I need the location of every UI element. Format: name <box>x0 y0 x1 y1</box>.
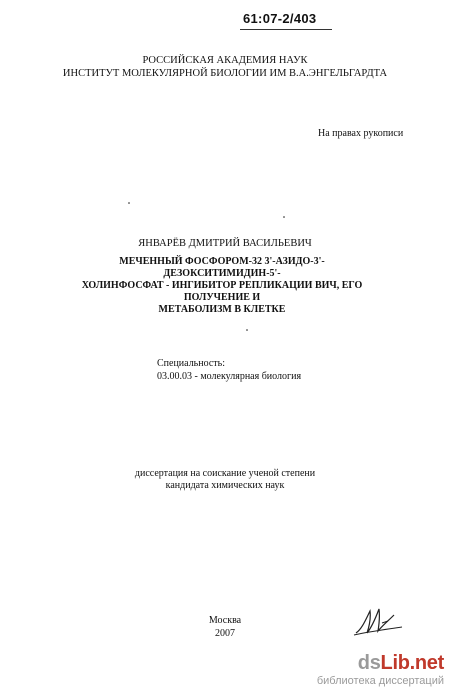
rights-note: На правах рукописи <box>318 128 404 139</box>
degree-block <box>0 468 450 492</box>
signature-image <box>352 601 404 639</box>
degree-line: кандидата химических наук <box>165 480 285 491</box>
dslib-watermark <box>317 652 444 688</box>
institute-name: ИНСТИТУТ МОЛЕКУЛЯРНОЙ БИОЛОГИИ ИМ В.А.ЭНГЕЛЬГАРДТА <box>62 68 388 79</box>
city: Москва <box>208 615 242 626</box>
dissertation-title <box>72 256 372 316</box>
title-line: МЕТАБОЛИЗМ В КЛЕТКЕ <box>158 304 286 315</box>
stamp-underline <box>240 29 332 30</box>
author-name: ЯНВАРЁВ ДМИТРИЙ ВАСИЛЬЕВИЧ <box>138 238 312 249</box>
degree-line: диссертация на соискание ученой степени <box>134 468 316 479</box>
title-line: МЕЧЕННЫЙ ФОСФОРОМ-32 3'-АЗИДО-3'-ДЕЗОКСИТИМИДИН-5'- <box>119 256 325 279</box>
institution-header <box>0 54 450 80</box>
scan-speck <box>128 202 130 204</box>
specialty-label: Специальность: <box>157 358 225 369</box>
specialty-value: 03.00.03 - молекулярная биология <box>157 371 302 382</box>
title-line: ХОЛИНФОСФАТ - ИНГИБИТОР РЕПЛИКАЦИИ ВИЧ, ЕГО ПОЛУЧЕНИЕ И <box>81 280 363 303</box>
watermark-subtitle: библиотека диссертаций <box>316 675 444 687</box>
archive-stamp: 61:07-2/403 <box>243 11 317 26</box>
year: 2007 <box>215 628 235 639</box>
specialty-block <box>157 357 301 383</box>
academy-name: РОССИЙСКАЯ АКАДЕМИЯ НАУК <box>142 55 308 66</box>
scan-speck <box>246 329 248 331</box>
watermark-logo-part: Lib.net <box>380 652 444 674</box>
watermark-logo-part: ds <box>357 652 381 674</box>
scan-speck <box>283 216 285 218</box>
watermark-logo <box>317 652 444 674</box>
